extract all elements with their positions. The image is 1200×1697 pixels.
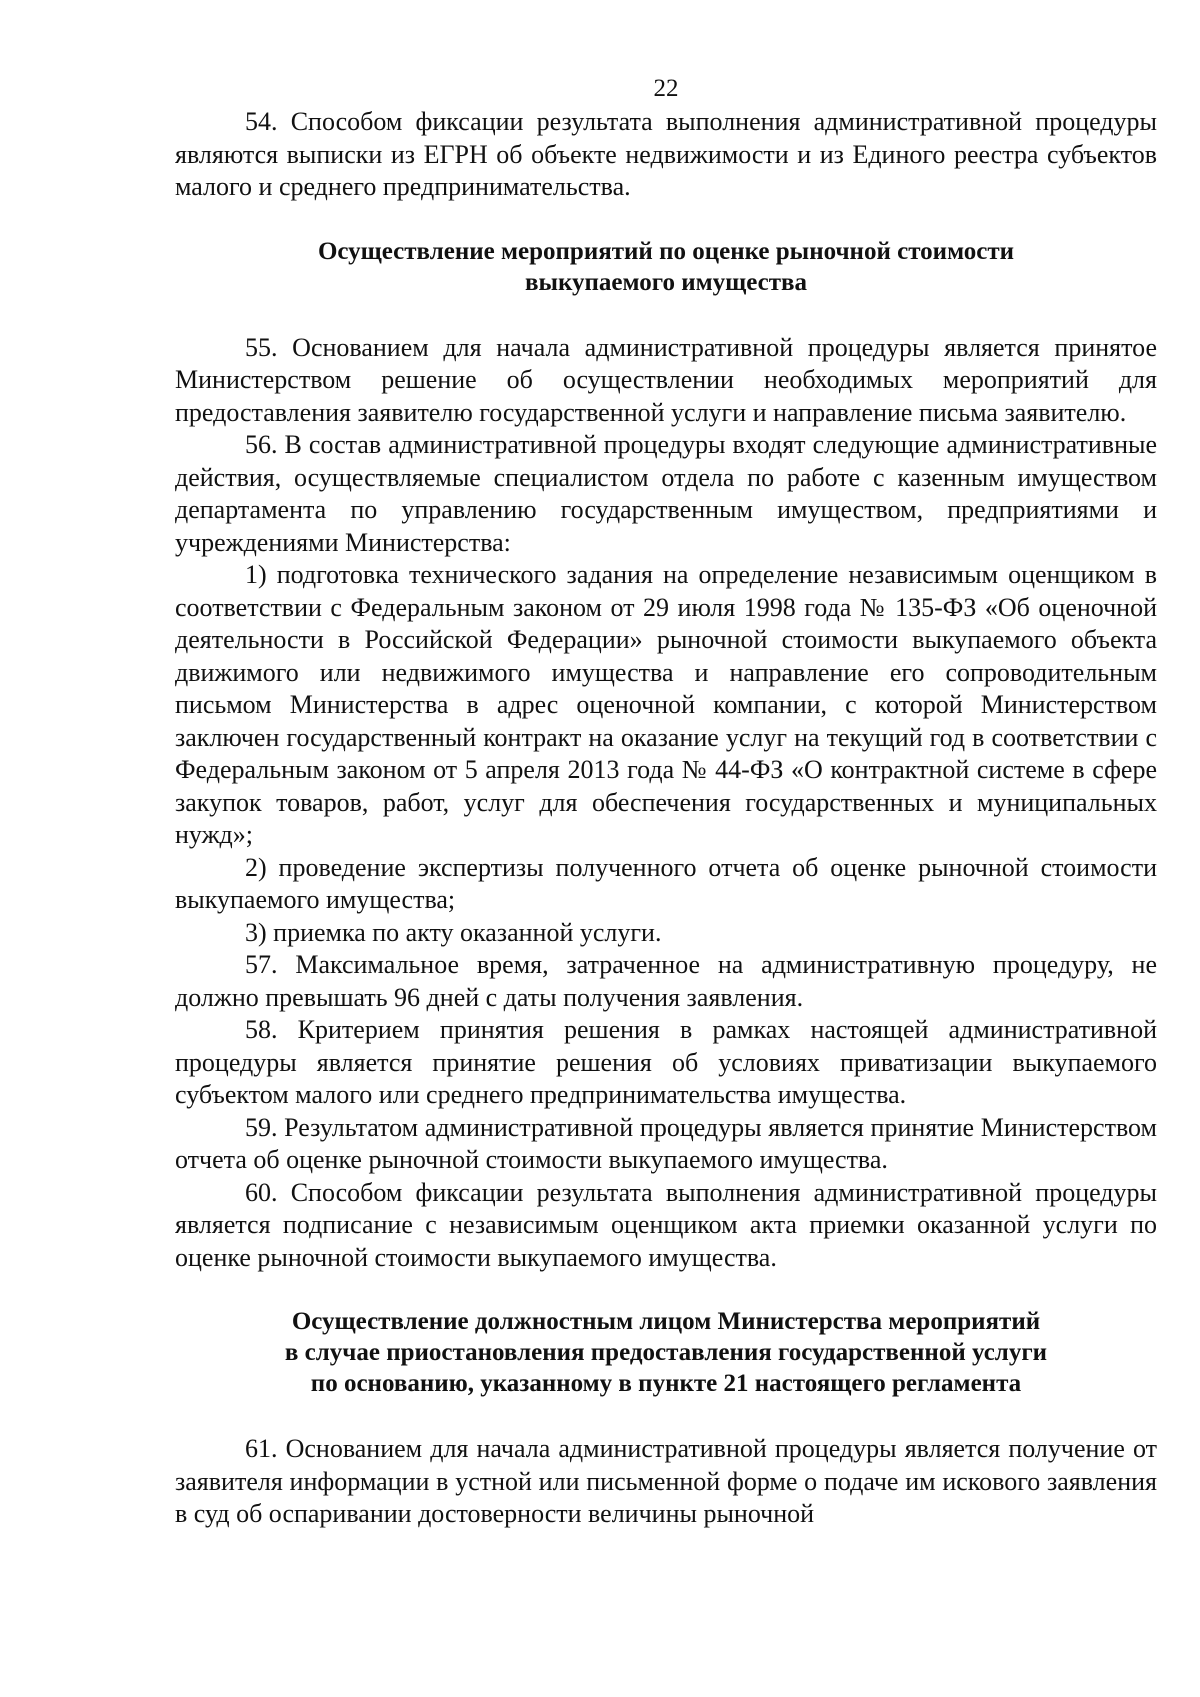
paragraph-60: 60. Способом фиксации результата выполнения административной процедуры является подписание с независимым оценщиком акта приемки оказанной услуги по оценке рыночной стоимости выкупаемого имущества. xyxy=(175,1177,1157,1272)
paragraph-59: 59. Результатом административной процедуры является принятие Министерством отчета об оценке рыночной стоимости выкупаемого имущества. xyxy=(175,1112,1157,1174)
heading-line: Осуществление мероприятий по оценке рыночной стоимости xyxy=(317,237,1015,265)
paragraph-58: 58. Критерием принятия решения в рамках настоящей административной процедуры является принятие решения об условиях приватизации выкупаемого субъектом малого или среднего предпринимательства имущества. xyxy=(175,1015,1157,1109)
heading-line: по основанию, указанному в пункте 21 настоящего регламента xyxy=(310,1370,1022,1397)
list-item-2: 2) проведение экспертизы полученного отчета об оценке рыночной стоимости выкупаемого имущества; xyxy=(175,852,1157,914)
section-heading-suspension xyxy=(175,1306,1157,1399)
paragraph-55: 55. Основанием для начала административной процедуры является принятое Министерством решение об осуществлении необходимых мероприятий для предоставления заявителю государственной услуги и направление письма заявителю. xyxy=(175,332,1157,427)
list-item-1: 1) подготовка технического задания на определение независимым оценщиком в соответствии с Федеральным законом от 29 июля 1998 года № 135-ФЗ «Об оценочной деятельности в Российской Федерации» рыночной стоимости выкупаемого объекта движимого или недвижимого имущества и направление его сопроводительным письмом Министерства в адрес оценочной компании, с которой Министерством заключен государственный контракт на оказание услуг на текущий год в соответствии с Федеральным законом от 5 апреля 2013 года № 44-ФЗ «О контрактной системе в сфере закупок товаров, работ, услуг для обеспечения государственных и муниципальных нужд»; xyxy=(175,560,1157,849)
page-number: 22 xyxy=(653,75,679,102)
heading-line: выкупаемого имущества xyxy=(524,268,808,296)
paragraph-56: 56. В состав административной процедуры входят следующие административные действия, осуществляемые специалистом отдела по работе с казенным имуществом департамента по управлению государственным имуществом, предприятиями и учреждениями Министерства: xyxy=(175,430,1157,557)
paragraph-54: 54. Способом фиксации результата выполнения административной процедуры являются выписки из ЕГРН об объекте недвижимости и из Единого реестра субъектов малого и среднего предпринимательства. xyxy=(175,107,1157,201)
heading-line: в случае приостановления предоставления государственной услуги xyxy=(284,1339,1048,1366)
document-page xyxy=(175,72,1157,1531)
paragraph-61: 61. Основанием для начала административной процедуры является получение от заявителя информации в устной или письменной форме о подаче им искового заявления в суд об оспаривании достоверности величины рыночной xyxy=(175,1434,1157,1528)
list-item-3: 3) приемка по акту оказанной услуги. xyxy=(245,917,662,947)
paragraph-57: 57. Максимальное время, затраченное на административную процедуру, не должно превышать 96 дней с даты получения заявления. xyxy=(175,950,1157,1012)
section-heading-valuation xyxy=(175,236,1157,298)
heading-line: Осуществление должностным лицом Министерства мероприятий xyxy=(291,1308,1041,1335)
